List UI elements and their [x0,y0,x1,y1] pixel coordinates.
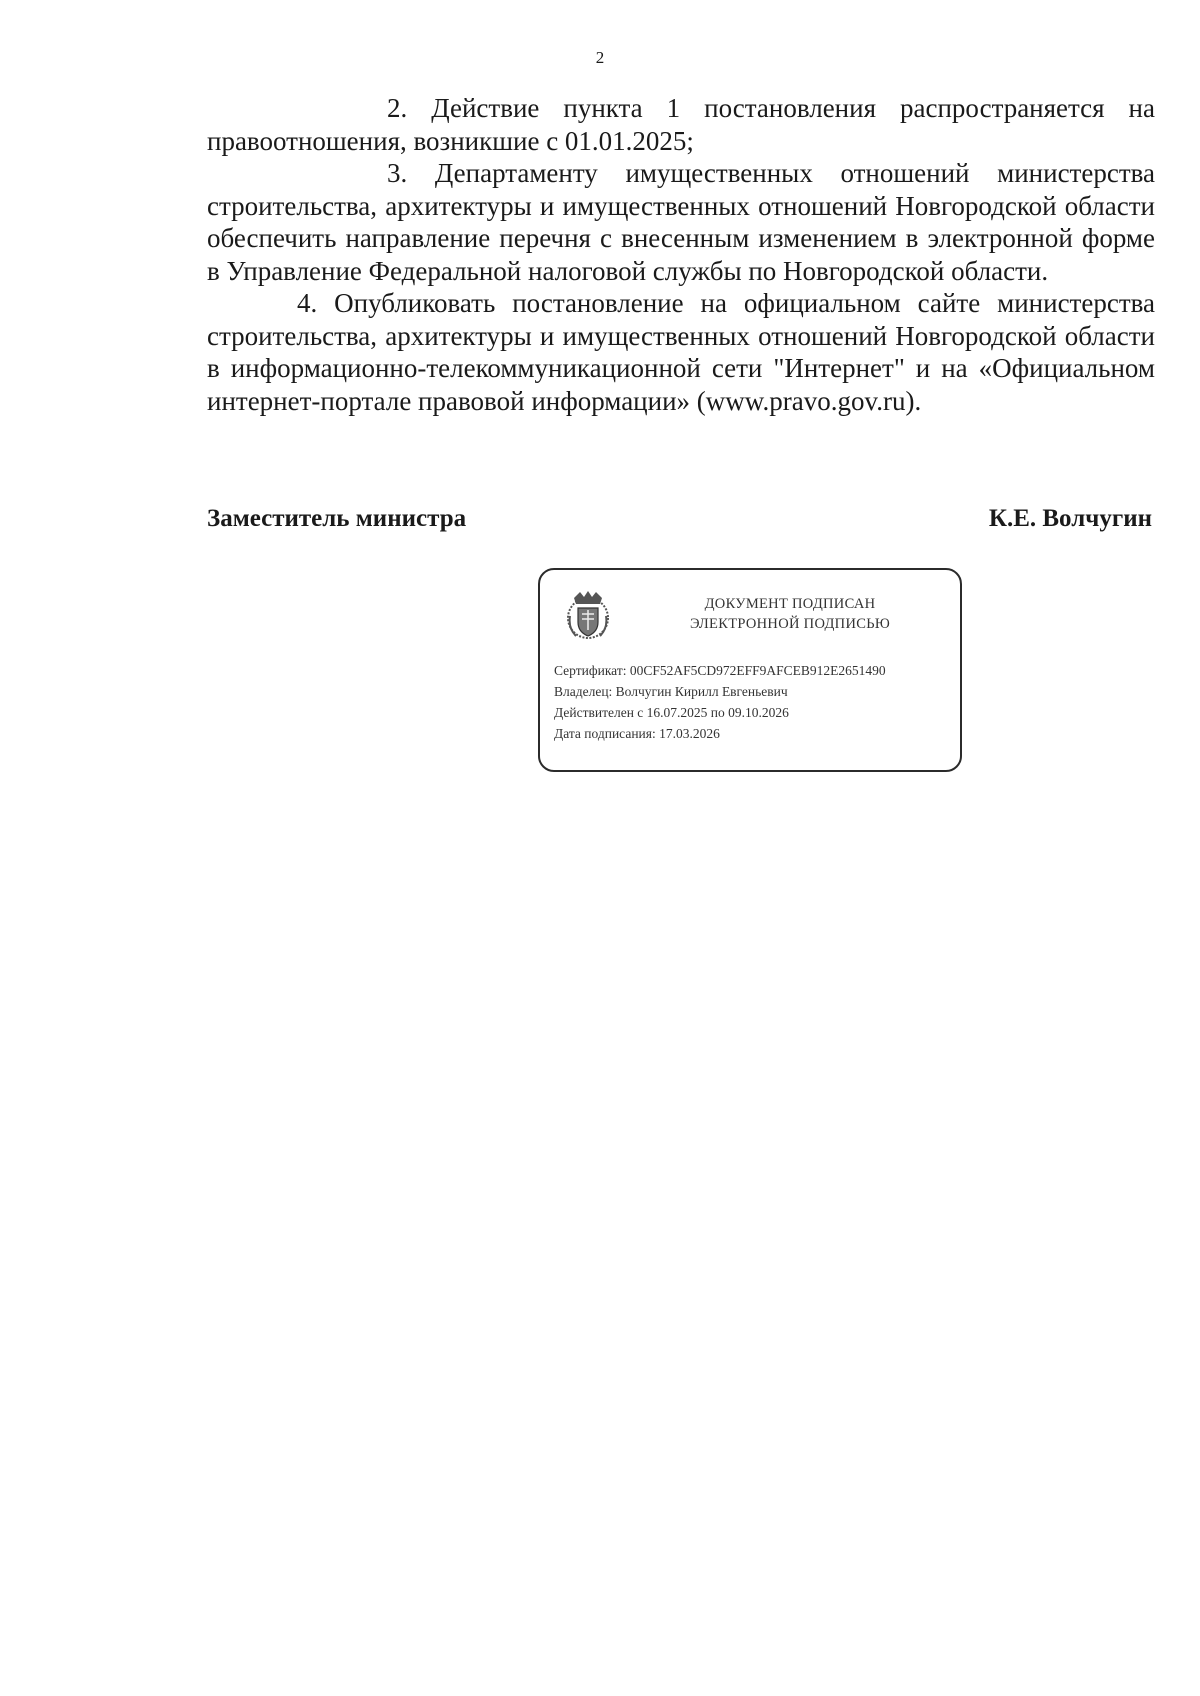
stamp-certificate: Сертификат: 00CF52AF5CD972EFF9AFCEB912E2651490 [554,663,886,678]
coat-of-arms-icon [564,588,612,644]
document-body [207,92,1155,417]
stamp-heading [640,594,940,634]
paragraph-2: 2. Действие пункта 1 постановления распространяется на правоотношения, возникшие с 01.01.2025; [207,93,1155,156]
signatory-position: Заместитель министра [207,505,467,532]
page-number: 2 [595,48,605,67]
paragraph-3: 3. Департаменту имущественных отношений министерства строительства, архитектуры и имущественных отношений Новгородской области обеспечить направление перечня с внесенным изменением в электронной форме в Управление Федеральной налоговой службы по Новгородской области. [207,158,1155,286]
stamp-heading-line1: ДОКУМЕНТ ПОДПИСАН [704,596,876,612]
signatory-name: К.Е. Волчугин [988,505,1152,532]
stamp-details [554,660,959,744]
electronic-signature-stamp [538,568,962,772]
stamp-heading-line2: ЭЛЕКТРОННОЙ ПОДПИСЬЮ [689,616,891,632]
stamp-signing-date: Дата подписания: 17.03.2026 [554,726,720,741]
stamp-validity: Действителен с 16.07.2025 по 09.10.2026 [554,705,789,720]
paragraph-4: 4. Опубликовать постановление на официальном сайте министерства строительства, архитектуры и имущественных отношений Новгородской области в информационно-телекоммуникационной сети "Интернет" и на «Официальном интернет-портале правовой информации» (www.pravo.gov.ru). [207,288,1155,416]
stamp-owner: Владелец: Волчугин Кирилл Евгеньевич [554,684,788,699]
signature-block [207,505,1152,533]
